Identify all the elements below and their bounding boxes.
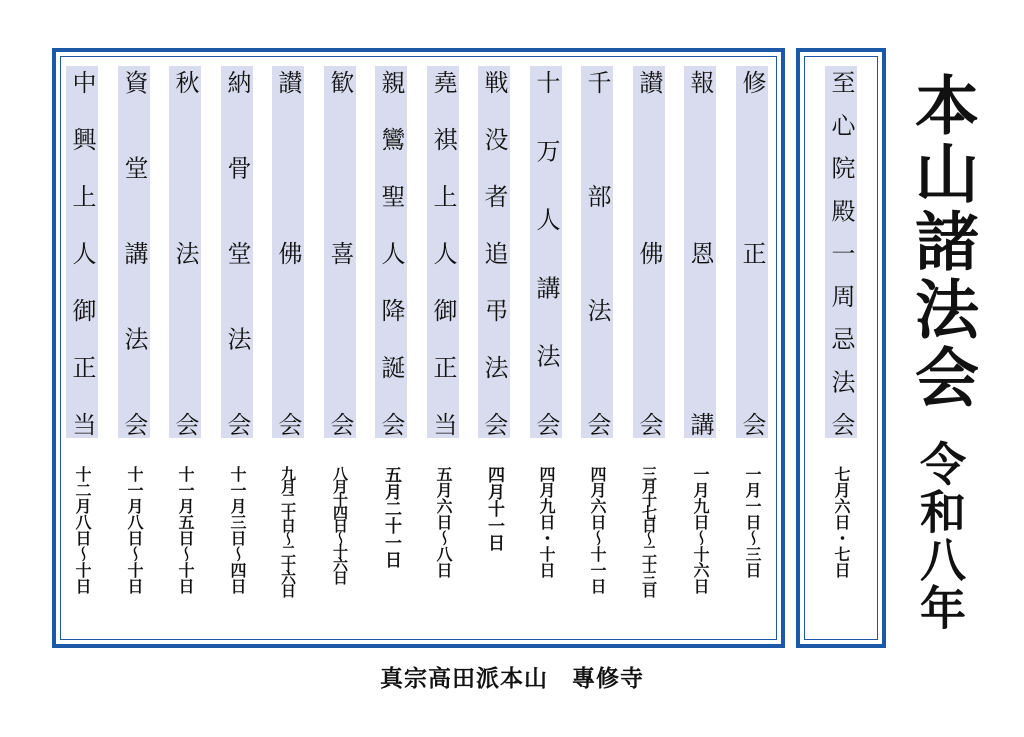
- event-name: 親鸞聖人降誕会: [377, 70, 405, 436]
- event-date: 三月十七日〜二十三日: [640, 466, 658, 596]
- event-name: 十万人講法会: [532, 70, 560, 436]
- event-date: 十一月八日〜十日: [125, 466, 144, 594]
- memorial-name: 至心院殿一周忌法会: [827, 70, 855, 436]
- event-date: 十二月八日〜十日: [73, 466, 92, 594]
- events-frame: [52, 48, 785, 648]
- event-date: 十一月三日〜四日: [228, 466, 247, 594]
- event-date: 一月一日〜三日: [743, 466, 762, 578]
- event-name: 千部法会: [583, 70, 611, 436]
- event-date: 四月十一日: [484, 466, 504, 551]
- event-name: 中興上人御正当: [68, 70, 96, 436]
- temple-name-footer: 真宗高田派本山 專修寺: [380, 665, 644, 692]
- year-label: 令和八年: [913, 440, 967, 632]
- event-name: 資堂講法会: [120, 70, 148, 436]
- event-name: 堯祺上人御正当: [429, 70, 457, 436]
- event-name: 歓喜会: [326, 70, 354, 436]
- event-date: 四月九日・十日: [537, 466, 556, 578]
- event-name: 納骨堂法会: [223, 70, 251, 436]
- event-date: 四月六日〜十一日: [588, 466, 607, 594]
- event-date: 一月九日〜十六日: [691, 466, 710, 594]
- event-name: 戦没者追弔法会: [480, 70, 508, 436]
- page-title: 本山諸法会: [904, 72, 979, 412]
- event-name: 讃佛会: [635, 70, 663, 436]
- event-name: 讃佛会: [274, 70, 302, 436]
- event-name: 修正会: [738, 70, 766, 436]
- event-date: 五月六日〜八日: [434, 466, 453, 578]
- event-name: 秋法会: [171, 70, 199, 436]
- memorial-date: 七月六日・七日: [832, 466, 851, 578]
- event-date: 五月二十一日: [381, 466, 401, 568]
- event-name: 報恩講: [686, 70, 714, 436]
- event-date: 十一月五日〜十日: [176, 466, 195, 594]
- event-date: 九月二十日〜二十六日: [279, 466, 297, 596]
- event-date: 八月十四日〜十六日: [331, 466, 349, 583]
